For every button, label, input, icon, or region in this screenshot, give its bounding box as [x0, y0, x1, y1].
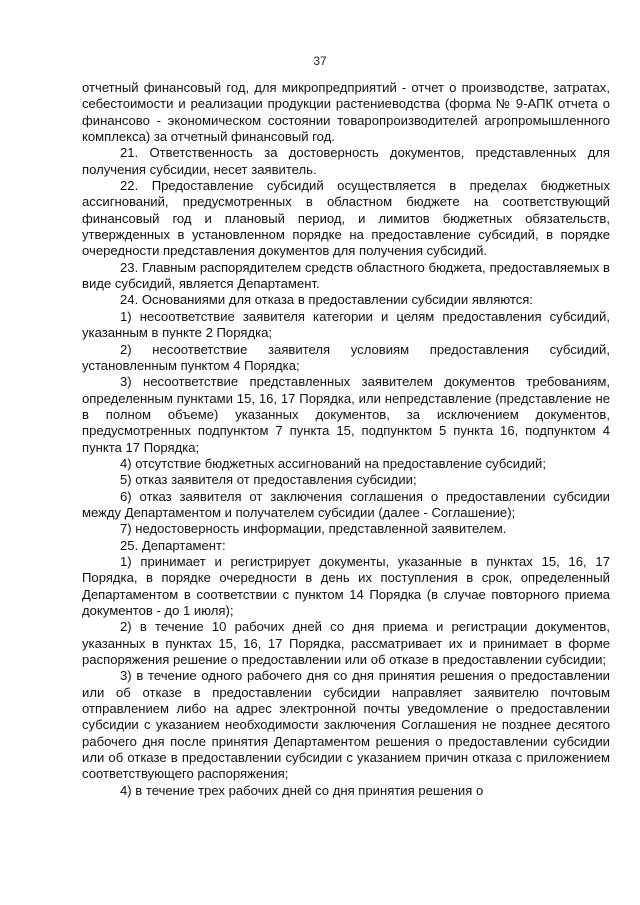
- paragraph-continuation: отчетный финансовый год, для микропредприятий - отчет о производстве, затратах, себестоимости и реализации продукции растениеводства (форма № 9-АПК отчета о финансово - экономическом состоянии товаропроизводителей агропромышленного комплекса) за отчетный финансовый год.: [82, 80, 610, 145]
- paragraph-25-item-2: 2) в течение 10 рабочих дней со дня приема и регистрации документов, указанных в пунктах 15, 16, 17 Порядка, рассматривает их и принимает в форме распоряжения решение о предоставлении или об отказе в предоставлении субсидии;: [82, 619, 610, 668]
- paragraph-23: 23. Главным распорядителем средств областного бюджета, предоставляемых в виде субсидий, является Департамент.: [82, 259, 610, 292]
- paragraph-25-item-3: 3) в течение одного рабочего дня со дня принятия решения о предоставлении или об отказе в предоставлении субсидии направляет заявителю почтовым отправлением либо на адрес электронной почты уведомление о предоставлении субсидии с указанием необходимости заключения Соглашения не позднее десятого рабочего дня после принятия Департаментом решения о предоставлении субсидии или об отказе в предоставлении субсидии с указанием причин отказа с приложением соответствующего распоряжения;: [82, 668, 610, 782]
- paragraph-25-item-1: 1) принимает и регистрирует документы, указанные в пунктах 15, 16, 17 Порядка, в порядке очередности в день их поступления в срок, определенный Департаментом в соответствии с пунктом 14 Порядка (в случае повторного приема документов - до 1 июля);: [82, 553, 610, 618]
- paragraph-24-item-4: 4) отсутствие бюджетных ассигнований на предоставление субсидий;: [120, 455, 546, 471]
- paragraph-24-item-2: 2) несоответствие заявителя условиям предоставления субсидий, установленным пунктом 4 Порядка;: [82, 341, 610, 373]
- paragraph-24-item-6: 6) отказ заявителя от заключения соглашения о предоставлении субсидии между Департаментом и получателем субсидии (далее - Соглашение);: [82, 488, 610, 520]
- paragraph-21: 21. Ответственность за достоверность документов, представленных для получения субсидии, несет заявитель.: [82, 145, 610, 177]
- document-body: [82, 80, 610, 799]
- page-number: 37: [313, 54, 327, 68]
- paragraph-24-item-5: 5) отказ заявителя от предоставления субсидии;: [120, 472, 417, 488]
- paragraph-25: 25. Департамент:: [120, 537, 226, 553]
- paragraph-24-item-7: 7) недостоверность информации, представленной заявителем.: [120, 521, 507, 537]
- paragraph-22: 22. Предоставление субсидий осуществляется в пределах бюджетных ассигнований, предусмотренных в областном бюджете на соответствующий финансовый год и плановый период, и лимитов бюджетных обязательств, утвержденных в установленном порядке на предоставление субсидий, в порядке очередности представления документов для получения субсидий.: [82, 178, 610, 259]
- paragraph-25-item-4: 4) в течение трех рабочих дней со дня принятия решения о: [120, 782, 484, 798]
- paragraph-24: 24. Основаниями для отказа в предоставлении субсидии являются:: [120, 292, 533, 308]
- paragraph-24-item-3: 3) несоответствие представленных заявителем документов требованиям, определенным пунктами 15, 16, 17 Порядка, или непредставление (представление не в полном объеме) указанных документов, за исключением документов, предусмотренных подпунктом 7 пункта 15, подпунктом 5 пункта 16, подпунктом 4 пункта 17 Порядка;: [82, 374, 610, 455]
- paragraph-24-item-1: 1) несоответствие заявителя категории и целям предоставления субсидий, указанным в пункте 2 Порядка;: [82, 308, 610, 341]
